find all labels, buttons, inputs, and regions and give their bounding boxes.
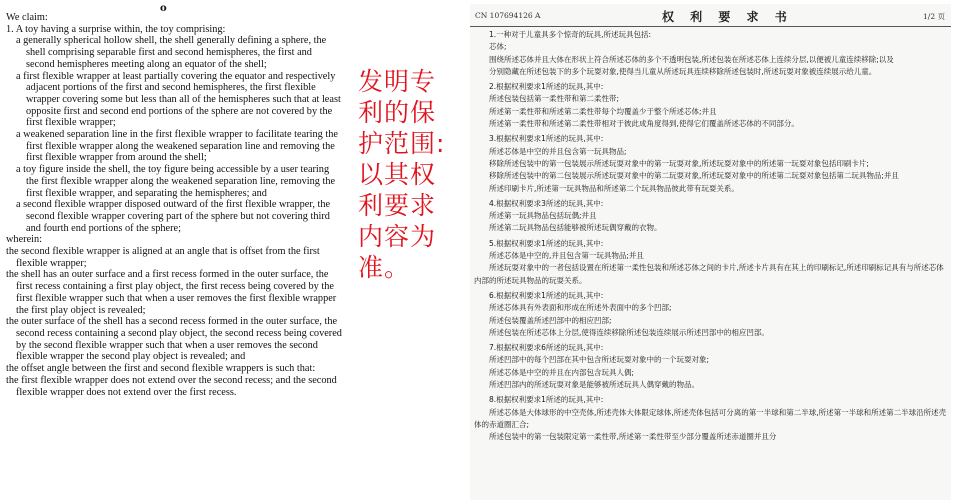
claim-paragraph: 所述印刷卡片,所述第一玩具物品和所述第二个玩具物品彼此带有玩耍关系。 — [489, 183, 739, 193]
claim-paragraph: 所述芯体是大体球形的中空壳体,所述壳体大体限定球体,所述壳体包括可分离的第一半球和第二半球,所述第一半球和所述第二半球沿所述壳体的赤道圈汇合; — [474, 407, 947, 429]
claim-line: a first flexible wrapper at least partially covering the equator and respectively adjacent portions of the first and second hemispheres, the first flexible wrapper covering some but less than all of the hemispheres such that at least opposite first and second end portions of the sphere are not covered by the first flexible wrapper; — [16, 70, 341, 129]
chinese-claims-text — [474, 29, 948, 444]
claim-line: the first flexible wrapper does not extend over the second recess; and the second flexible wrapper does not extend over the first recess. — [6, 374, 337, 398]
claim-paragraph: 所述第一玩具物品包括玩偶;并且 — [489, 211, 597, 221]
claim-paragraph: 7.根据权利要求6所述的玩具,其中: — [489, 343, 604, 353]
claim-paragraph: 所述凹部内的所述玩耍对象是能够被所述玩具人偶穿戴的物品。 — [489, 380, 699, 390]
english-claims-page — [0, 0, 345, 500]
claim-paragraph: 2.根据权利要求1所述的玩具,其中: — [489, 82, 604, 92]
claim-line: 1. A toy having a surprise within, the toy comprising: — [6, 23, 226, 35]
claim-paragraph: 移除所述包装中的第二包装展示所述玩耍对象中的第二玩耍对象,所述玩耍对象中的所述第二玩耍对象包括第二玩具物品;并且 — [489, 171, 899, 181]
claim-paragraph: 所述包装包括第一柔性带和第二柔性带; — [489, 94, 620, 104]
claim-line: the shell has an outer surface and a first recess formed in the outer surface, the first recess containing a first play object, the first recess being covered by the first flexible wrapper such that when a user removes the first flexible wrapper the first play object is revealed; — [6, 269, 337, 316]
page-number: 1/2 页 — [923, 12, 945, 21]
claim-line: wherein: — [6, 234, 43, 246]
claim-paragraph: 所述包装在所述芯体上分层,使得连续移除所述包装连续展示所述凹部中的相应凹部。 — [489, 327, 769, 337]
claim-paragraph: 所述玩耍对象中的一者包括设置在所述第一柔性包装和所述芯体之间的卡片,所述卡片具有在其上的印刷标记,所述印刷标记具有与所述芯体内部的所述玩具物品的玩耍关系。 — [474, 263, 944, 285]
claim-paragraph: 所述芯体是中空的,并且包含第一玩具物品;并且 — [489, 251, 644, 261]
chinese-claims-page — [470, 4, 951, 500]
claim-paragraph: 1.一种对于儿童具多个惊奇的玩具,所述玩具包括: — [489, 30, 652, 39]
red-caption: 发明专利的保护范围:以其权利要求内容为准。 — [358, 67, 446, 282]
claim-paragraph: 3.根据权利要求1所述的玩具,其中: — [489, 134, 604, 144]
page-title: 权 利 要 求 书 — [662, 10, 793, 24]
claim-paragraph: 所述包装覆盖所述凹部中的相应凹部; — [489, 315, 612, 325]
claim-paragraph: 所述包装中的第一包装限定第一柔性带,所述第一柔性带至少部分覆盖所述赤道圈并且分 — [489, 432, 777, 442]
claim-paragraph: 8.根据权利要求1所述的玩具,其中: — [489, 395, 604, 405]
claim-line: a second flexible wrapper disposed outward of the first flexible wrapper, the second flexible wrapper covering part of the sphere but not covering third and fourth end portions of the sphere; — [16, 199, 331, 234]
claim-line: We claim: — [6, 12, 48, 23]
claim-paragraph: 移除所述包装中的第一包装展示所述玩耍对象中的第一玩耍对象,所述玩耍对象中的所述第一玩耍对象包括印刷卡片; — [489, 158, 869, 168]
claim-paragraph: 所述第一柔性带和所述第二柔性带相对于彼此成角度得到,使得它们覆盖所述芯体的不同部分。 — [489, 119, 799, 129]
claim-paragraph: 4.根据权利要求3所述的玩具,其中: — [489, 198, 604, 208]
claim-paragraph: 分别隐藏在所述包装下的多个玩耍对象,使得当儿童从所述玩具连续移除所述包装时,所述玩耍对象被连续展示给儿童。 — [489, 66, 877, 76]
claim-paragraph: 所述凹部中的每个凹部在其中包含所述玩耍对象中的一个玩耍对象; — [489, 355, 710, 365]
claim-line: the offset angle between the first and second flexible wrappers is such that: — [6, 363, 316, 375]
doc-number: CN 107694126 A — [475, 11, 541, 20]
claim-paragraph: 5.根据权利要求1所述的玩具,其中: — [489, 238, 604, 248]
claim-line: a generally spherical hollow shell, the shell generally defining a sphere, the shell comprising separable first and second hemispheres, the first and second hemispheres meeting along an equator of the shell; — [16, 35, 327, 70]
claim-paragraph: 所述芯体是中空的并且在内部包含玩具人偶; — [489, 367, 635, 377]
claim-paragraph: 所述芯体具有外表面和形成在所述外表面中的多个凹部; — [489, 303, 672, 313]
claim-paragraph: 所述第一柔性带和所述第二柔性带每个均覆盖少于整个所述芯体;并且 — [489, 106, 717, 116]
page-header — [470, 4, 951, 27]
page-mark: o — [160, 3, 167, 14]
claim-line: a toy figure inside the shell, the toy figure being accessible by a user tearing the first flexible wrapper along the weakened separation line, removing the first flexible wrapper, and separating the hemispheres; and — [16, 164, 336, 199]
claim-paragraph: 芯体; — [489, 42, 507, 52]
claim-paragraph: 6.根据权利要求1所述的玩具,其中: — [489, 290, 604, 300]
claim-paragraph: 所述芯体是中空的并且包含第一玩具物品; — [489, 146, 627, 156]
claim-line: the outer surface of the shell has a second recess formed in the outer surface, the second recess containing a second play object, the second recess being covered by the second flexible wrapper such that when a user removes the second flexible wrapper the second play object is revealed; and — [6, 316, 342, 363]
english-claims-text — [6, 12, 342, 398]
claim-paragraph: 所述第二玩具物品包括能够被所述玩偶穿戴的衣物。 — [489, 223, 662, 233]
claim-line: the second flexible wrapper is aligned at an angle that is offset from the first flexible wrapper; — [6, 246, 320, 269]
claim-line: a weakened separation line in the first flexible wrapper to facilitate tearing the first flexible wrapper along the weakened separation line and removing the first flexible wrapper from around the shell; — [16, 129, 338, 164]
claim-paragraph: 围绕所述芯体并且大体在形状上符合所述芯体的多个不透明包装,所述包装在所述芯体上连续分层,以便被儿童连续移除;以及 — [489, 54, 894, 64]
